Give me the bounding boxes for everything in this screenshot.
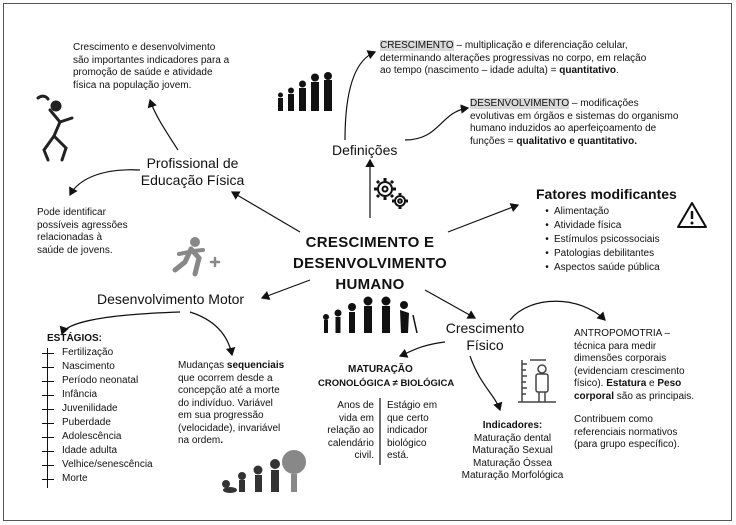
desenvolvimento-definition: DESENVOLVIMENTO – modificações evolutivas em órgãos e sistemas do organismo humano induzidos ao aperfeiçoamento de funções = qualitativo e quantitativo. xyxy=(470,98,679,147)
warning-icon xyxy=(676,201,708,229)
list-item: • Alimentação xyxy=(540,205,660,219)
list-item: Idade adulta xyxy=(40,444,170,458)
arrow-to-fatores xyxy=(448,205,518,232)
cronologica-biologica: CRONOLÓGICA ≠ BIOLÓGICA xyxy=(318,378,455,389)
arrow-to-maturacao xyxy=(400,342,445,356)
arrow-to-estagios xyxy=(62,312,180,334)
stages-list xyxy=(40,346,170,486)
indicadores-block: Indicadores: Maturação dental Maturação Sexual Maturação Óssea Maturação Morfológica xyxy=(450,420,575,483)
motor-label: Desenvolvimento Motor xyxy=(97,291,245,307)
list-item: Período neonatal xyxy=(40,374,170,388)
estagios-label: ESTÁGIOS: xyxy=(47,333,103,344)
height-growth-icon xyxy=(276,72,336,112)
list-item: • Patologias debilitantes xyxy=(540,247,660,261)
list-item: • Estímulos psicossociais xyxy=(540,233,660,247)
antropometria-text: ANTROPOMOTRIA – técnica para medir dimensões corporais (evidenciam crescimento físico). Estatura e Peso corporal são as principais. xyxy=(574,328,695,402)
profissional-label: Profissional de Educação Física xyxy=(140,155,245,188)
profissional-note-top: Crescimento e desenvolvimento são importantes indicadores para a promoção de saúde e atividade física na população jovem. xyxy=(73,42,230,91)
arrow-to-desenvolvimento-def xyxy=(405,108,468,140)
list-item: Maturação Morfológica xyxy=(461,470,564,481)
maturacao-label: MATURAÇÃO xyxy=(348,364,413,375)
gears-icon xyxy=(372,176,410,210)
running-person-icon xyxy=(165,236,223,278)
arrow-to-antropometria xyxy=(510,301,605,320)
list-item: Adolescência xyxy=(40,430,170,444)
fatores-list xyxy=(540,205,660,275)
list-item: Nascimento xyxy=(40,360,170,374)
list-item: • Atividade física xyxy=(540,219,660,233)
people-growth-icon xyxy=(318,295,420,337)
biologica-text: Estágio em que certo indicador biológico está. xyxy=(387,400,438,461)
fisico-label: Crescimento Físico xyxy=(445,320,525,353)
profissional-note-bottom: Pode identificar possíveis agressões relacionadas à saúde de jovens. xyxy=(37,207,128,256)
definicoes-label: Definições xyxy=(332,142,398,158)
arrow-to-profissional xyxy=(232,192,300,232)
list-item: Infância xyxy=(40,388,170,402)
arrow-to-indicadores xyxy=(470,356,500,410)
cronologica-text: Anos de vida em relação ao calendário civil. xyxy=(327,400,374,461)
fatores-label: Fatores modificantes xyxy=(536,186,677,202)
arrow-to-crescimento-def xyxy=(345,52,375,140)
contribuem-text: Contribuem como referenciais normativos (para grupo específico). xyxy=(574,414,680,450)
child-growth-stages-icon xyxy=(218,440,308,495)
height-measure-icon xyxy=(516,356,560,406)
list-item: Juvenilidade xyxy=(40,402,170,416)
arrow-to-note-top xyxy=(150,100,178,150)
crescimento-definition: CRESCIMENTO – multiplicação e diferenciação celular, determinando alterações progressivas no corpo, em relação ao tempo (nascimento – idade adulta) = quantitativo. xyxy=(380,40,647,76)
discobolus-statue-icon xyxy=(32,90,82,165)
list-item: Maturação Óssea xyxy=(473,457,552,469)
list-item: Velhice/senescência xyxy=(40,458,170,472)
list-item: Maturação dental xyxy=(473,432,552,444)
arrow-to-mudancas xyxy=(190,312,232,355)
list-item: Maturação Sexual xyxy=(472,445,553,456)
mudancas-text: Mudanças sequenciais que ocorrem desde a concepção até a morte do indivíduo. Variável em sua progressão (velocidade), invariável na ordem. xyxy=(178,360,285,446)
list-item: Morte xyxy=(40,472,170,486)
list-item: Puberdade xyxy=(40,416,170,430)
list-item: • Aspectos saúde pública xyxy=(540,261,660,275)
list-item: Fertilização xyxy=(40,346,170,360)
central-title: CRESCIMENTO E DESENVOLVIMENTO HUMANO xyxy=(293,234,447,293)
